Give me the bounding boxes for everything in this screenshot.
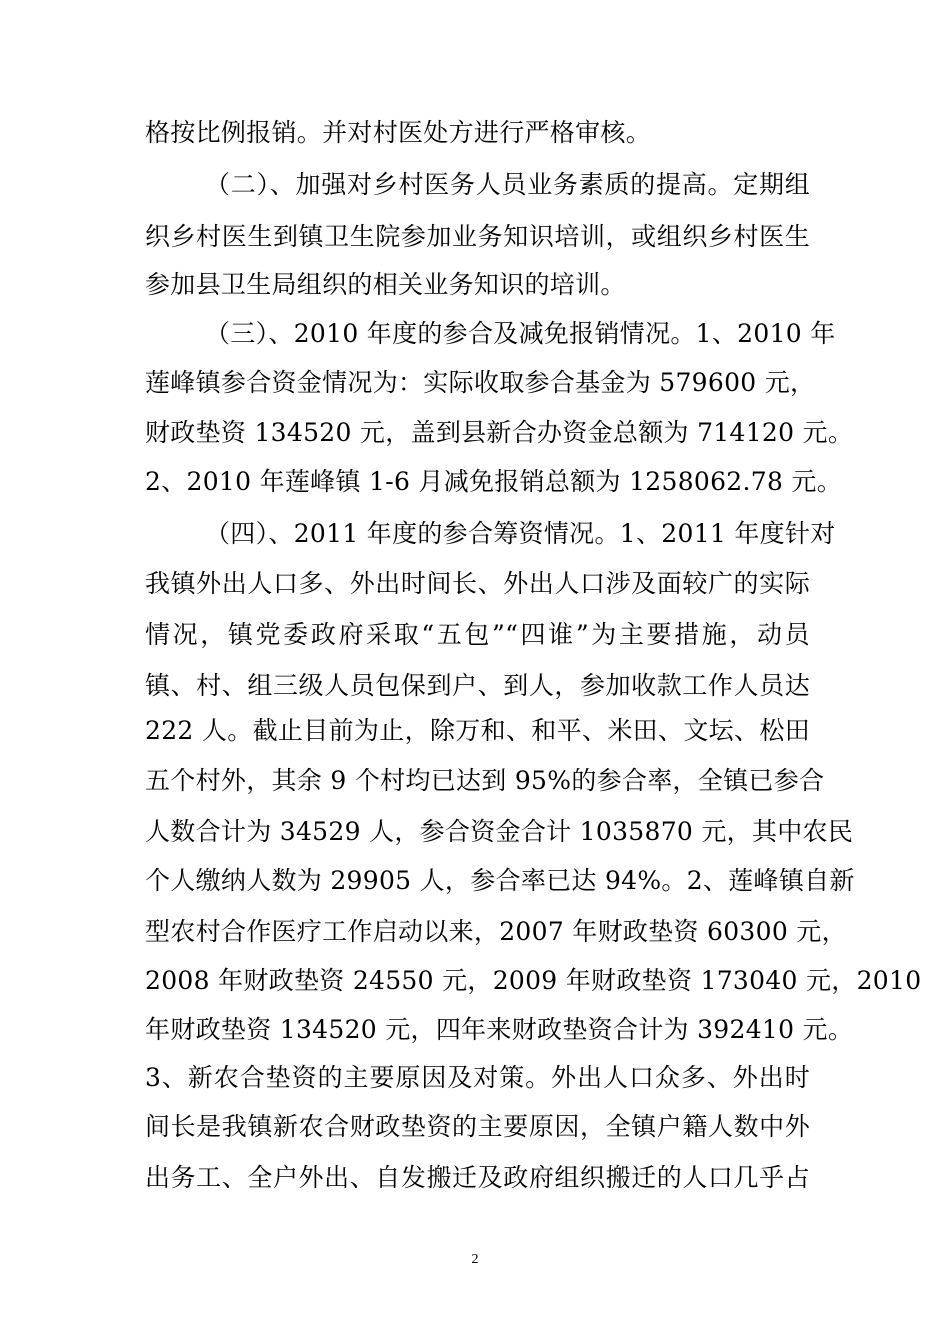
text-line-22: 出务工、全户外出、自发搬迁及政府组织搬迁的人口几乎占 [145,1163,810,1192]
text-line-18: 2008 年财政垫资 24550 元，2009 年财政垫资 173040 元，2010 [145,966,922,995]
text-line-3: 织乡村医生到镇卫生院参加业务知识培训，或组织乡村医生 [145,222,810,251]
text-line-8: 2、2010 年莲峰镇 1-6 月减免报销总额为 1258062.78 元。 [145,467,843,496]
text-line-17: 型农村合作医疗工作启动以来，2007 年财政垫资 60300 元， [145,917,847,946]
page-number: 2 [471,1252,479,1267]
text-line-16: 个人缴纳人数为 29905 人，参合率已达 94%。2、莲峰镇自新 [145,866,855,895]
text-line-4: 参加县卫生局组织的相关业务知识的培训。 [145,270,626,299]
text-line-6: 莲峰镇参合资金情况为：实际收取参合基金为 579600 元， [145,368,816,397]
text-line-19: 年财政垫资 134520 元，四年来财政垫资合计为 392410 元。 [145,1015,854,1044]
text-line-12: 镇、村、组三级人员包保到户、到人，参加收款工作人员达 [145,671,810,700]
text-line-1: 格按比例报销。并对村医处方进行严格审核。 [145,118,652,147]
text-line-20: 3、新农合垫资的主要原因及对策。外出人口众多、外出时 [145,1063,810,1092]
text-line-15: 人数合计为 34529 人，参合资金合计 1035870 元，其中农民 [145,817,854,846]
text-line-9: （四）、2011 年度的参合筹资情况。1、2011 年度针对 [205,519,836,548]
text-line-13: 222 人。截止目前为止，除万和、和平、米田、文坛、松田 [145,716,810,745]
text-line-2: （二）、加强对乡村医务人员业务素质的提高。定期组 [205,170,810,199]
text-line-14: 五个村外，其余 9 个村均已达到 95%的参合率，全镇已参合 [145,766,825,795]
text-line-21: 间长是我镇新农合财政垫资的主要原因，全镇户籍人数中外 [145,1112,810,1141]
text-line-11: 情况，镇党委政府采取“五包”“四谁”为主要措施，动员 [145,620,810,649]
text-line-7: 财政垫资 134520 元，盖到县新合办资金总额为 714120 元。 [145,418,854,447]
text-line-10: 我镇外出人口多、外出时间长、外出人口涉及面较广的实际 [145,569,810,598]
text-line-5: （三）、2010 年度的参合及减免报销情况。1、2010 年 [205,319,836,348]
